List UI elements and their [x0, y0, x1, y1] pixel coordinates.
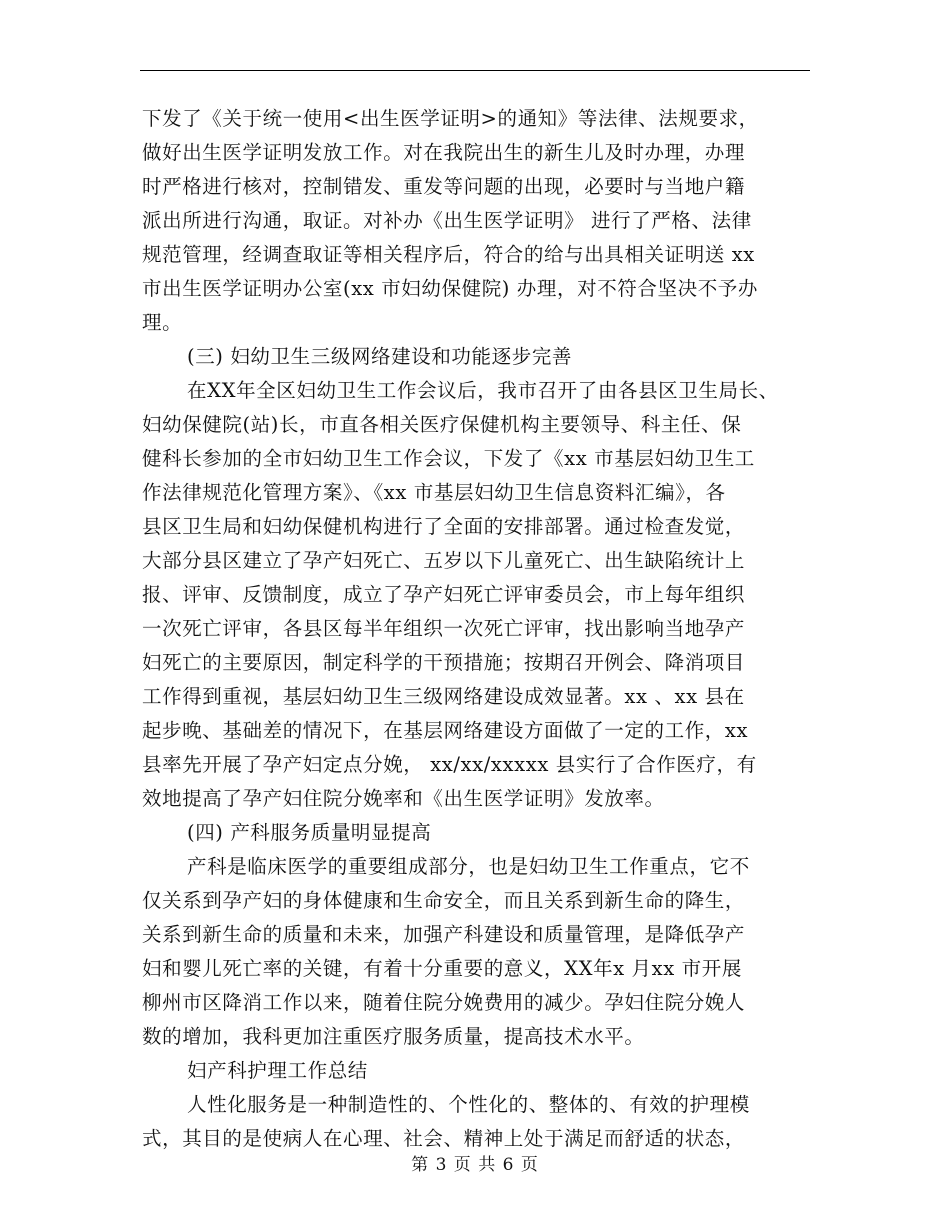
text-line: 做好出生医学证明发放工作。对在我院出生的新生儿及时办理，办理	[142, 141, 746, 164]
text-line: 效地提高了孕产妇住院分娩率和《出生医学证明》发放率。	[142, 787, 665, 810]
text-line: (三) 妇幼卫生三级网络建设和功能逐步完善	[187, 345, 573, 368]
text-line: 县率先开展了孕产妇定点分娩， xx/xx/xxxxx 县实行了合作医疗，有	[142, 753, 757, 776]
text-line: 关系到新生命的质量和未来，加强产科建设和质量管理，是降低孕产	[142, 923, 746, 946]
text-line: 妇产科护理工作总结	[187, 1059, 368, 1082]
text-line: 下发了《关于统一使用<出生医学证明>的通知》等法律、法规要求，	[142, 107, 759, 130]
text-line: 理。	[142, 311, 183, 334]
text-line: 时严格进行核对，控制错发、重发等问题的出现，必要时与当地户籍	[142, 175, 746, 198]
text-line: 仅关系到孕产妇的身体健康和生命安全，而且关系到新生命的降生，	[142, 889, 746, 912]
document-body	[142, 102, 812, 1156]
text-line: 派出所进行沟通，取证。对补办《出生医学证明》 进行了严格、法律	[142, 209, 752, 232]
text-line: 市出生医学证明办公室(xx 市妇幼保健院) 办理，对不符合坚决不予办	[142, 277, 759, 300]
text-line: 大部分县区建立了孕产妇死亡、五岁以下儿童死亡、出生缺陷统计上	[142, 549, 746, 572]
text-line: 报、评审、反馈制度，成立了孕产妇死亡评审委员会，市上每年组织	[142, 583, 746, 606]
text-line: 工作得到重视，基层妇幼卫生三级网络建设成效显著。xx 、xx 县在	[142, 685, 745, 708]
text-line: 起步晚、基础差的情况下，在基层网络建设方面做了一定的工作，xx	[142, 719, 749, 742]
header-divider	[140, 70, 810, 71]
text-line: 健科长参加的全市妇幼卫生工作会议，下发了《xx 市基层妇幼卫生工	[142, 447, 755, 470]
text-line: 妇死亡的主要原因，制定科学的干预措施；按期召开例会、降消项目	[142, 651, 746, 674]
text-line: 妇和婴儿死亡率的关键，有着十分重要的意义，XX年x 月xx 市开展	[142, 957, 742, 980]
text-line: 柳州市区降消工作以来，随着住院分娩费用的减少。孕妇住院分娩人	[142, 991, 746, 1014]
text-line: 人性化服务是一种制造性的、个性化的、整体的、有效的护理模	[187, 1093, 750, 1116]
text-line: 式，其目的是使病人在心理、社会、精神上处于满足而舒适的状态，	[142, 1127, 746, 1150]
text-line: 作法律规范化管理方案》、《xx 市基层妇幼卫生信息资料汇编》，各	[142, 481, 726, 504]
text-line: 妇幼保健院(站)长，市直各相关医疗保健机构主要领导、科主任、保	[142, 413, 742, 436]
text-line: 产科是临床医学的重要组成部分，也是妇幼卫生工作重点，它不	[187, 855, 750, 878]
text-line: 一次死亡评审，各县区每半年组织一次死亡评审，找出影响当地孕产	[142, 617, 746, 640]
text-line: 县区卫生局和妇幼保健机构进行了全面的安排部署。通过检查发觉，	[142, 515, 746, 538]
text-line: 数的增加，我科更加注重医疗服务质量，提高技术水平。	[142, 1025, 645, 1048]
text-line: 规范管理，经调查取证等相关程序后，符合的给与出具相关证明送 xx	[142, 243, 755, 266]
text-line: 在XX年全区妇幼卫生工作会议后，我市召开了由各县区卫生局长、	[187, 379, 779, 402]
text-line: (四) 产科服务质量明显提高	[187, 821, 432, 844]
page-footer: 第 3 页 共 6 页	[411, 1155, 539, 1175]
